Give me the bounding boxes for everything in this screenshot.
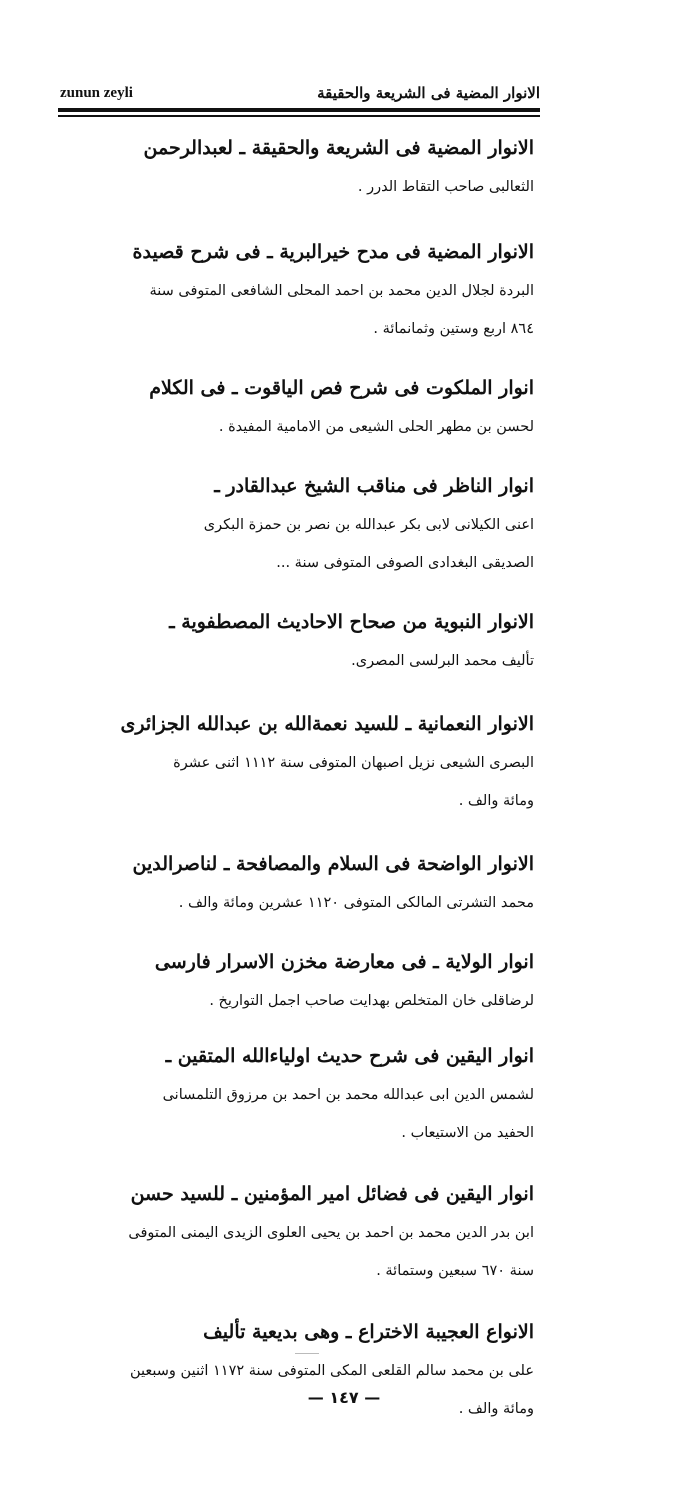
entry [64, 1036, 534, 1152]
entry-text-line: ابن بدر الدين محمد بن احمد بن يحيى العلوى الزيدى اليمنى المتوفى [128, 1225, 534, 1241]
entry-list [64, 128, 534, 1428]
entry-title: الانوار النبوية من صحاح الاحاديث المصطفوية ـ [169, 611, 534, 633]
entry-title: انوار الناظر فى مناقب الشيخ عبدالقادر ـ [214, 475, 534, 497]
entry-title: الانوار المضية فى الشريعة والحقيقة ـ لعبدالرحمن [143, 137, 534, 159]
header-book-title-latin: zunun zeyli [60, 85, 133, 101]
entry-text-line: ومائة والف . [458, 1401, 534, 1417]
entry-title: الانوار النعمانية ـ للسيد نعمةالله بن عبدالله الجزائرى [120, 713, 534, 735]
entry-title: انوار الملكوت فى شرح فص الياقوت ـ فى الكلام [149, 377, 534, 399]
header-rule-thin [58, 115, 540, 117]
entry [64, 844, 534, 922]
entry [64, 1174, 534, 1290]
entry-text-line: لحسن بن مطهر الحلى الشيعى من الامامية المفيدة . [218, 419, 534, 435]
entry [64, 232, 534, 348]
entry-title: الانواع العجيبة الاختراع ـ وهى بديعية تأليف [203, 1321, 534, 1343]
entry-text-line: البردة لجلال الدين محمد بن احمد المحلى الشافعى المتوفى سنة [149, 283, 534, 299]
entry-text-line: تأليف محمد البرلسى المصرى. [351, 653, 534, 669]
entry [64, 1312, 534, 1428]
entry-title: انوار اليقين فى شرح حديث اولياءالله المتقين ـ [165, 1045, 534, 1067]
entry-text-line: لرضاقلى خان المتخلص بهدايت صاحب اجمل التواريخ . [209, 993, 534, 1009]
entry-text-line: البصرى الشيعى نزيل اصبهان المتوفى سنة ١١١٢ اثنى عشرة [173, 755, 534, 771]
entry [64, 466, 534, 582]
entry [64, 602, 534, 680]
entry-text-line: اعنى الكيلانى لابى بكر عبدالله بن نصر بن حمزة البكرى [203, 517, 534, 533]
entry-text-line: الصديقى البغدادى الصوفى المتوفى سنة ... [276, 555, 534, 571]
page-header [60, 72, 540, 102]
entry-title: الانوار المضية فى مدح خيرالبرية ـ فى شرح قصيدة [132, 241, 534, 263]
stray-mark [295, 1353, 319, 1354]
entry-title: انوار اليقين فى فضائل امير المؤمنين ـ للسيد حسن [130, 1183, 534, 1205]
page-number: — ١٤٧ — [307, 1388, 381, 1407]
entry-title: انوار الولاية ـ فى معارضة مخزن الاسرار فارسى [154, 951, 534, 973]
entry [64, 704, 534, 820]
header-rule-thick [58, 108, 540, 112]
entry [64, 942, 534, 1020]
header-running-title: الانوار المضية فى الشريعة والحقيقة [317, 84, 540, 102]
entry-text-line: الثعالبى صاحب التقاط الدرر . [357, 179, 534, 195]
entry-text-line: سنة ٦٧٠ سبعين وستمائة . [376, 1263, 534, 1279]
entry-text-line: لشمس الدين ابى عبدالله محمد بن احمد بن مرزوق التلمسانى [162, 1087, 534, 1103]
entry-text-line: على بن محمد سالم القلعى المكى المتوفى سنة ١١٧٢ اثنين وسبعين [129, 1363, 534, 1379]
entry-text-line: محمد التشرتى المالكى المتوفى ١١٢٠ عشرين ومائة والف . [178, 895, 534, 911]
entry-text-line: ومائة والف . [458, 793, 534, 809]
entry [64, 368, 534, 446]
entry-text-line: الحفيد من الاستيعاب . [401, 1125, 534, 1141]
entry-title: الانوار الواضحة فى السلام والمصافحة ـ لناصرالدين [132, 853, 534, 875]
entry [64, 128, 534, 206]
entry-text-line: ٨٦٤ اربع وستين وثمانمائة . [373, 321, 534, 337]
